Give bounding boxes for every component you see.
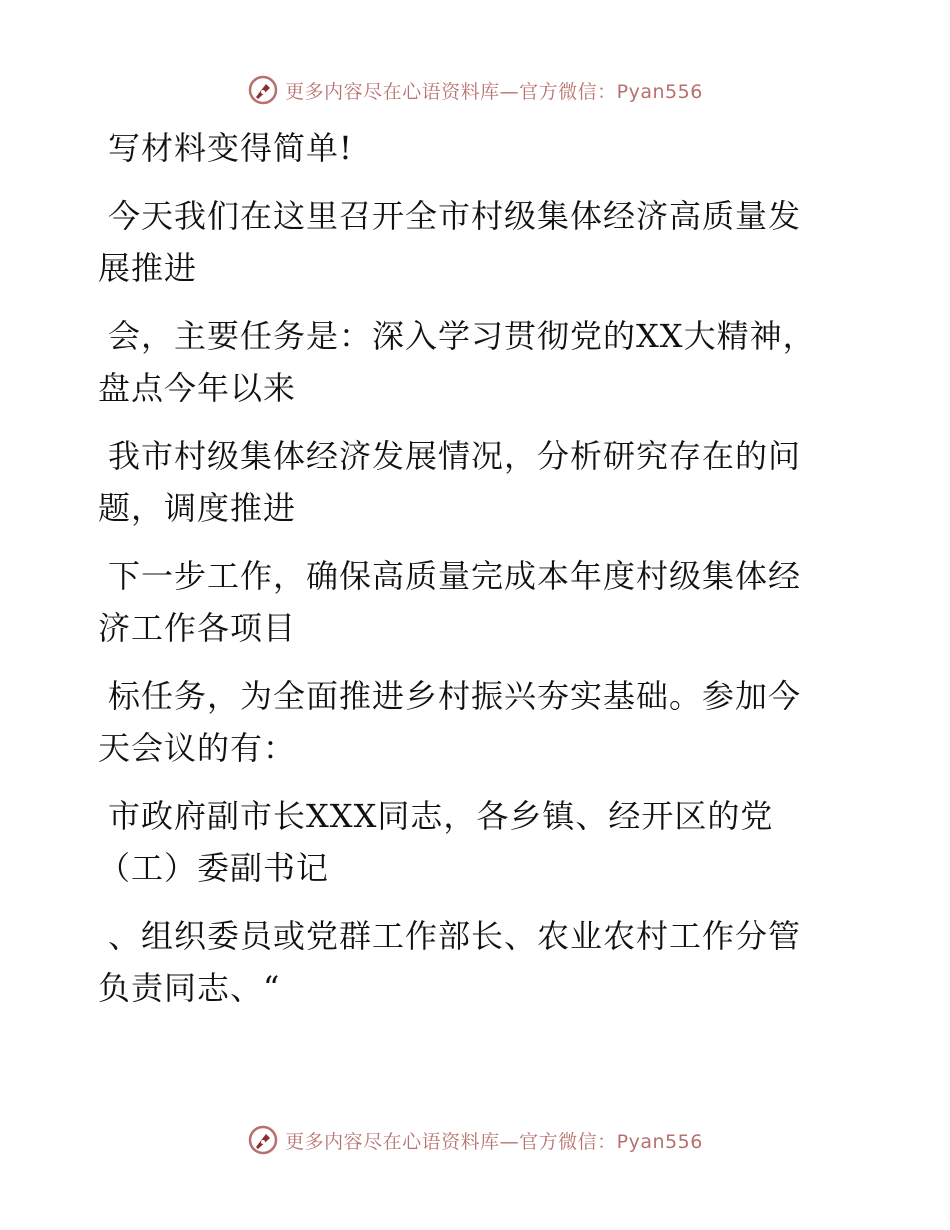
text-line: 写材料变得简单! — [108, 129, 353, 167]
pen-nib-circle-icon — [247, 1124, 279, 1156]
text-line: 天会议的有： — [98, 729, 297, 767]
header-watermark — [0, 74, 950, 106]
paragraph — [98, 310, 838, 414]
text-line: 展推进 — [98, 249, 198, 287]
paragraph — [98, 430, 838, 534]
text-line: 、组织委员或党群工作部长、农业农村工作分管 — [108, 917, 802, 955]
watermark-text: 更多内容尽在心语资料库—官方微信：Pyan556 — [285, 80, 703, 103]
paragraph — [98, 122, 838, 174]
text-line: 负责同志、“ — [98, 969, 281, 1007]
text-line: 今天我们在这里召开全市村级集体经济高质量发 — [108, 197, 802, 235]
text-line: 我市村级集体经济发展情况，分析研究存在的问 — [108, 437, 802, 475]
text-line: （工）委副书记 — [98, 849, 330, 887]
footer-watermark — [0, 1124, 950, 1156]
text-line: 济工作各项目 — [98, 609, 297, 647]
paragraph — [98, 670, 838, 774]
watermark-text: 更多内容尽在心语资料库—官方微信：Pyan556 — [285, 1130, 703, 1153]
pen-nib-circle-icon — [247, 74, 279, 106]
paragraph — [98, 190, 838, 294]
text-line: 盘点今年以来 — [98, 369, 297, 407]
document-body — [98, 122, 838, 1030]
text-line: 下一步工作，确保高质量完成本年度村级集体经 — [108, 557, 802, 595]
text-line: 市政府副市长XXX同志，各乡镇、经开区的党 — [108, 797, 774, 835]
paragraph — [98, 910, 838, 1014]
text-line: 题，调度推进 — [98, 489, 297, 527]
paragraph — [98, 790, 838, 894]
text-line: 会，主要任务是：深入学习贯彻党的XX大精神， — [108, 317, 816, 355]
text-line: 标任务，为全面推进乡村振兴夯实基础。参加今 — [108, 677, 802, 715]
paragraph — [98, 550, 838, 654]
